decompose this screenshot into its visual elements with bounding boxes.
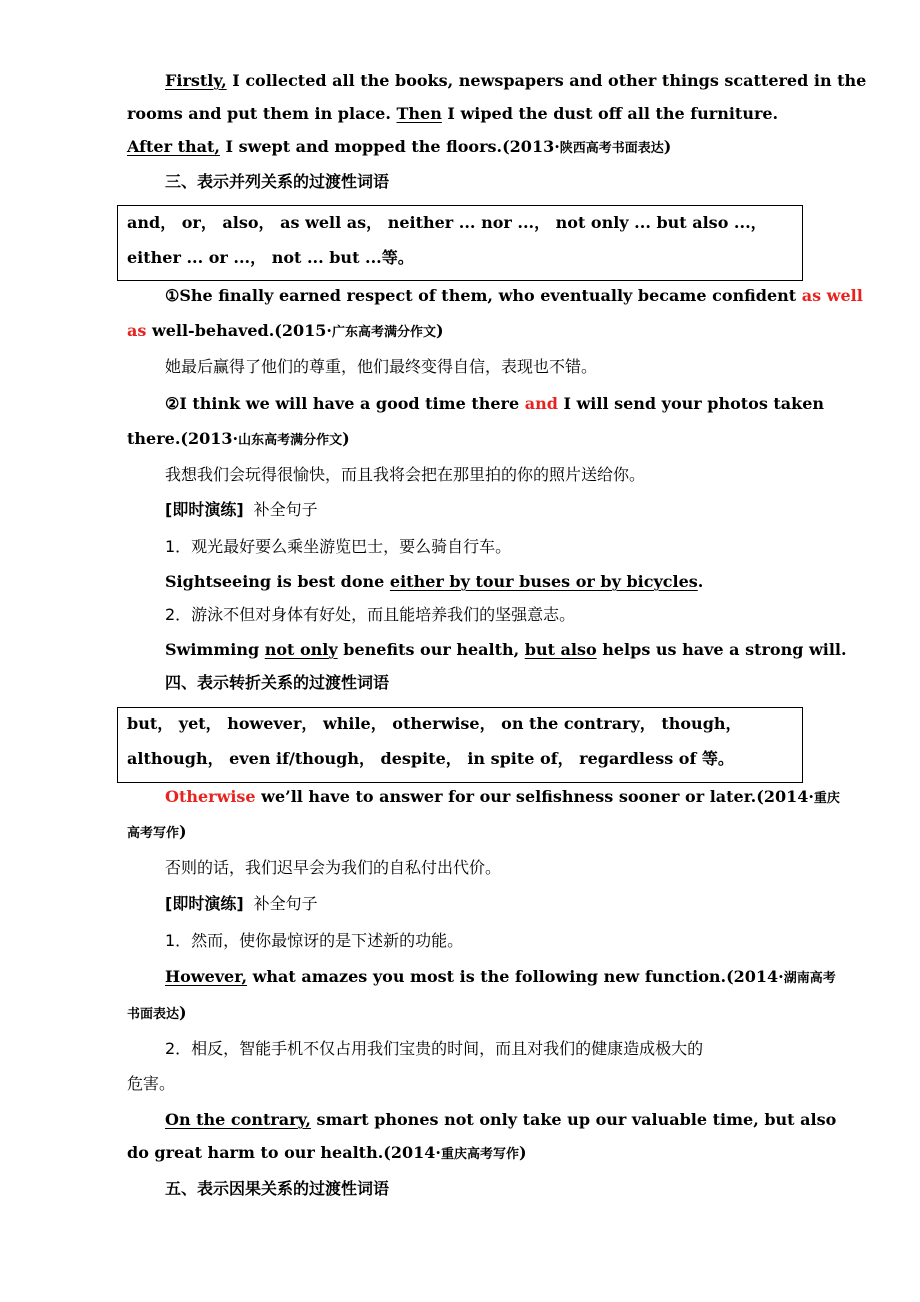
source-label: 陕西高考书面表达 bbox=[559, 141, 664, 156]
text: I swept and mopped the floors.(2013· bbox=[219, 137, 560, 156]
answer-line bbox=[165, 572, 703, 592]
drill-header bbox=[165, 500, 318, 520]
example-line bbox=[127, 321, 444, 343]
drill-label: [即时演练] bbox=[165, 894, 244, 913]
text: ) bbox=[435, 321, 444, 340]
text: I wiped the dust off all the furniture. bbox=[441, 104, 779, 123]
text: benefits our health, bbox=[337, 640, 525, 659]
example-line bbox=[127, 822, 187, 844]
example-line bbox=[165, 787, 840, 809]
source-label: 山东高考满分作文 bbox=[238, 433, 343, 448]
answer-blank: However, bbox=[165, 967, 248, 986]
answer-line bbox=[127, 1143, 527, 1165]
source-label: 湖南高考 bbox=[783, 971, 836, 986]
question-cn: 危害。 bbox=[127, 1074, 176, 1093]
text: do great harm to our health.(2014· bbox=[127, 1143, 441, 1162]
text: we’ll have to answer for our selfishness sooner or later.(2014· bbox=[255, 787, 814, 806]
text: I collected all the books, newspapers and other things scattered in the bbox=[226, 71, 867, 90]
text: ) bbox=[663, 137, 672, 156]
answer-line bbox=[165, 967, 836, 989]
answer-blank: After that, bbox=[127, 137, 220, 156]
word-box bbox=[117, 205, 803, 281]
source-label: 重庆高考写作 bbox=[440, 1147, 519, 1162]
answer-line bbox=[127, 1003, 187, 1025]
example-line bbox=[165, 286, 863, 306]
drill-header bbox=[165, 894, 318, 914]
drill-label: [即时演练] bbox=[165, 500, 244, 519]
answer-blank: On the contrary, bbox=[165, 1110, 311, 1129]
text: Swimming bbox=[165, 640, 265, 659]
highlight: as well bbox=[801, 286, 863, 305]
highlight: as bbox=[127, 321, 147, 340]
answer-blank: but also bbox=[524, 640, 597, 659]
drill-task: 补全句子 bbox=[253, 500, 318, 519]
text: . bbox=[697, 572, 704, 591]
answer-line bbox=[165, 1110, 836, 1130]
word-box bbox=[117, 707, 803, 783]
word-list: but， yet， however， while， otherwise， on the contrary， though， bbox=[127, 714, 742, 733]
word-list: although， even if/though， despite， in spite of， regardless of 等。 bbox=[127, 749, 734, 768]
source-label: 重庆 bbox=[813, 791, 840, 806]
answer-blank: either by tour buses or by bicycles bbox=[389, 572, 698, 591]
text: I will send your photos taken bbox=[557, 394, 825, 413]
translation: 我想我们会玩得很愉快，而且我将会把在那里拍的你的照片送给你。 bbox=[165, 465, 646, 484]
text: rooms and put them in place. bbox=[127, 104, 397, 123]
answer-blank: not only bbox=[264, 640, 338, 659]
source-label: 书面表达 bbox=[127, 1007, 180, 1022]
text: helps us have a strong will. bbox=[596, 640, 847, 659]
text: well-behaved.(2015· bbox=[146, 321, 332, 340]
question-cn: 2．相反，智能手机不仅占用我们宝贵的时间，而且对我们的健康造成极大的 bbox=[165, 1039, 704, 1058]
word-list: either ... or ...， not ... but ...等。 bbox=[127, 248, 414, 267]
source-label: 广东高考满分作文 bbox=[331, 325, 436, 340]
translation: 她最后赢得了他们的尊重，他们最终变得自信，表现也不错。 bbox=[165, 357, 598, 376]
section-heading: 三、表示并列关系的过渡性词语 bbox=[165, 172, 390, 191]
text-line bbox=[127, 104, 778, 124]
text: there.(2013· bbox=[127, 429, 239, 448]
question-cn: 1．观光最好要么乘坐游览巴士，要么骑自行车。 bbox=[165, 537, 512, 556]
word-list: and， or， also， as well as， neither ... nor ...， not only ... but also ...， bbox=[127, 213, 767, 232]
text: ) bbox=[518, 1143, 527, 1162]
section-heading: 五、表示因果关系的过渡性词语 bbox=[165, 1179, 390, 1198]
example-line bbox=[127, 429, 350, 451]
text: smart phones not only take up our valuable time, but also bbox=[310, 1110, 837, 1129]
text: ) bbox=[179, 822, 187, 841]
source-label: 高考写作 bbox=[127, 826, 180, 841]
answer-blank: Firstly, bbox=[165, 71, 227, 90]
question-cn: 2．游泳不但对身体有好处，而且能培养我们的坚强意志。 bbox=[165, 605, 576, 624]
text: what amazes you most is the following new function.(2014· bbox=[247, 967, 784, 986]
section-heading: 四、表示转折关系的过渡性词语 bbox=[165, 673, 390, 692]
text: ②I think we will have a good time there bbox=[165, 394, 525, 413]
text: Sightseeing is best done bbox=[165, 572, 390, 591]
drill-task: 补全句子 bbox=[253, 894, 318, 913]
question-cn: 1．然而，使你最惊讶的是下述新的功能。 bbox=[165, 931, 464, 950]
highlight: and bbox=[524, 394, 558, 413]
text-line bbox=[127, 137, 671, 159]
text: ①She finally earned respect of them, who eventually became confident bbox=[165, 286, 802, 305]
translation: 否则的话，我们迟早会为我们的自私付出代价。 bbox=[165, 858, 502, 877]
highlight: Otherwise bbox=[165, 787, 256, 806]
answer-blank: Then bbox=[396, 104, 442, 123]
text: ) bbox=[342, 429, 350, 448]
text-line bbox=[165, 71, 866, 91]
text: ) bbox=[179, 1003, 187, 1022]
answer-line bbox=[165, 640, 847, 660]
example-line bbox=[165, 394, 824, 414]
